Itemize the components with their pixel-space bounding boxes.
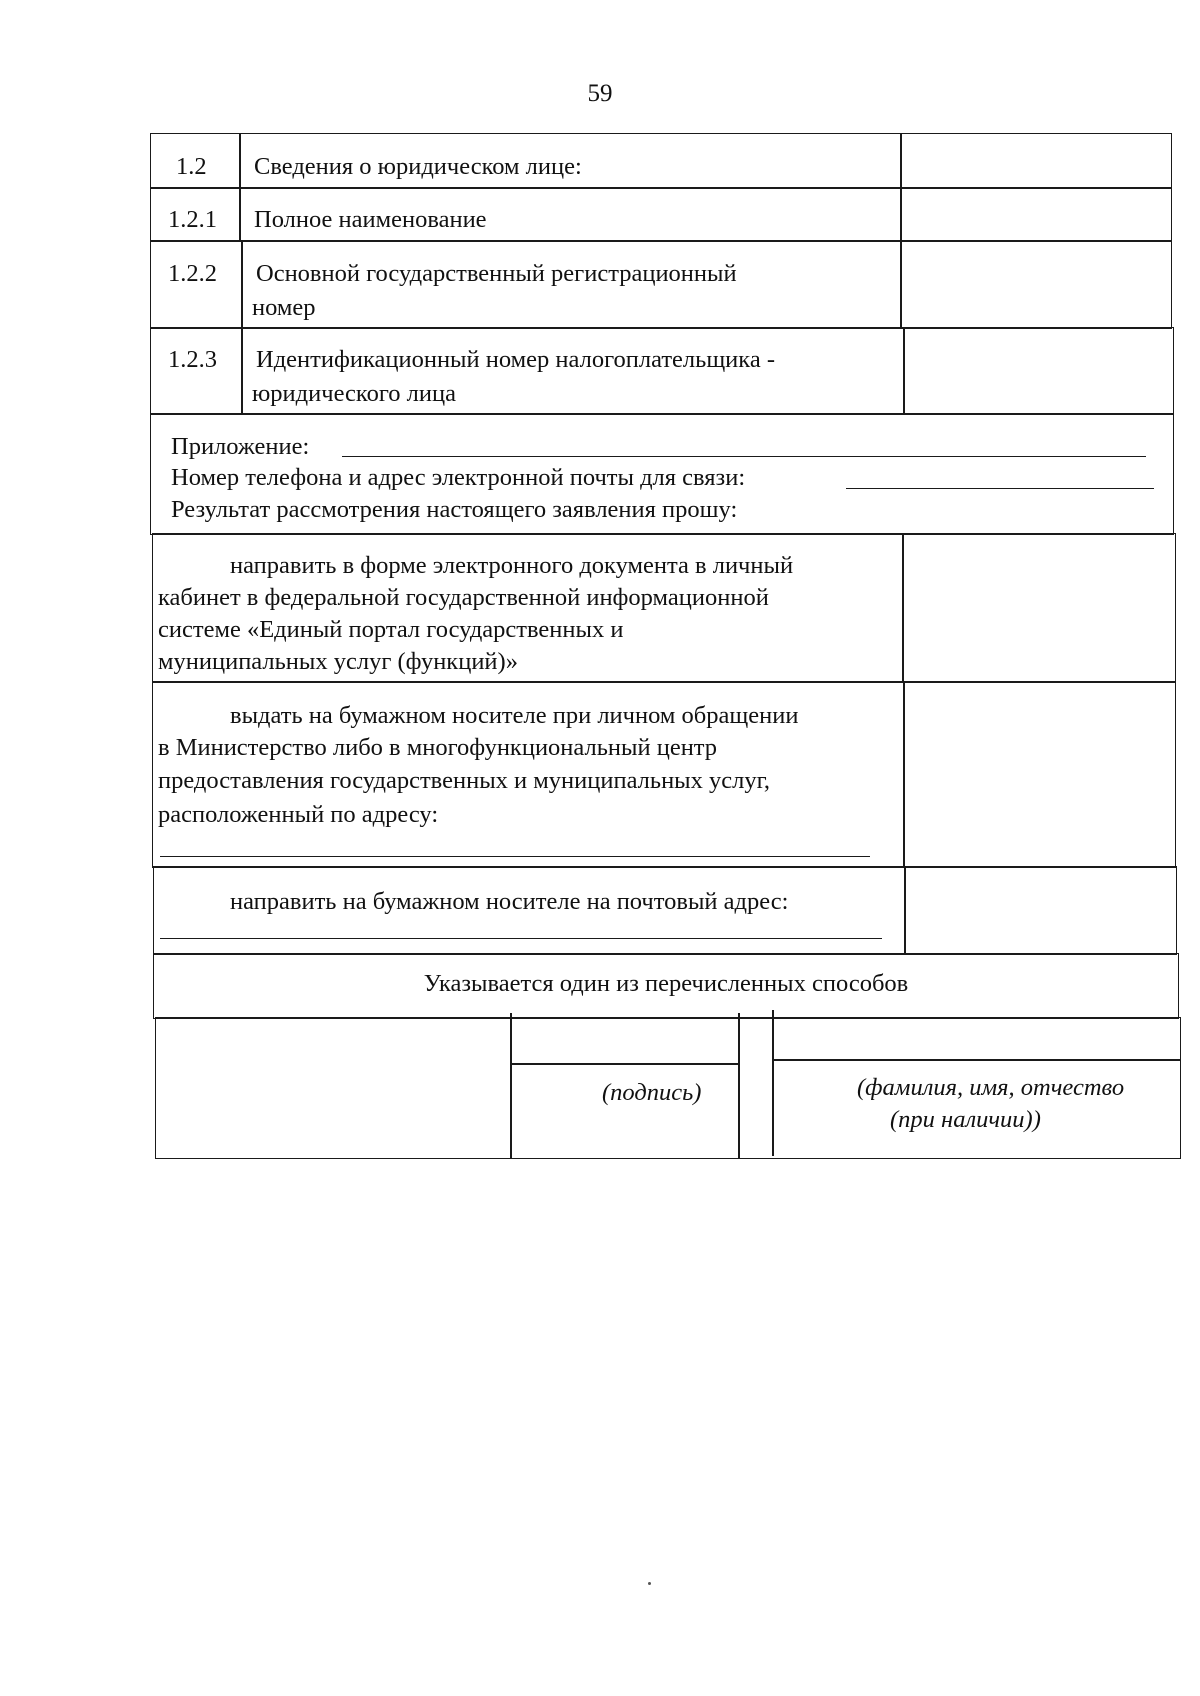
- page-number: 59: [587, 80, 613, 107]
- col-divider-num-lower: [241, 240, 243, 415]
- name-line: [772, 1059, 1181, 1061]
- signature-divider-left: [510, 1013, 512, 1159]
- name-caption-line1: (фамилия, имя, отчество: [857, 1074, 1125, 1101]
- option-postal-address-field[interactable]: [160, 938, 882, 939]
- signature-divider-right: [772, 1010, 774, 1156]
- row-num-1-2: 1.2: [176, 153, 207, 180]
- option-electronic-divider: [902, 533, 904, 683]
- row-label-1-2-3-line1: Идентификационный номер налогоплательщика -: [256, 346, 775, 373]
- col-divider-value: [900, 133, 902, 329]
- contact-label: Номер телефона и адрес электронной почты для связи:: [171, 464, 746, 491]
- option-electronic-checkbox[interactable]: [905, 536, 1173, 680]
- name-field[interactable]: [775, 1012, 1179, 1057]
- option-paper-text-1: выдать на бумажном носителе при личном обращении: [230, 702, 799, 729]
- option-paper-checkbox[interactable]: [906, 684, 1173, 865]
- option-electronic-text-2: кабинет в федеральной государственной информационной: [158, 584, 769, 611]
- row-num-1-2-2: 1.2.2: [168, 260, 217, 287]
- col-divider-num: [239, 133, 241, 242]
- option-electronic-text-4: муниципальных услуг (функций)»: [158, 648, 518, 675]
- row-num-1-2-3: 1.2.3: [168, 346, 217, 373]
- col-divider-value-lower: [903, 327, 905, 415]
- contact-field[interactable]: [846, 488, 1154, 489]
- option-paper-divider: [903, 681, 905, 868]
- signature-line: [510, 1063, 740, 1065]
- name-caption-line2: (при наличии)): [890, 1106, 1041, 1133]
- row-label-1-2-2-line1: Основной государственный регистрационный: [256, 260, 737, 287]
- attachment-label: Приложение:: [171, 433, 310, 460]
- option-paper-text-4: расположенный по адресу:: [158, 801, 439, 828]
- row-label-1-2-3-line2: юридического лица: [252, 380, 456, 407]
- option-postal-text: направить на бумажном носителе на почтовый адрес:: [230, 888, 789, 915]
- row-label-1-2: Сведения о юридическом лице:: [254, 153, 582, 180]
- signature-divider-mid: [738, 1013, 740, 1159]
- signature-caption: (подпись): [602, 1079, 702, 1106]
- row-label-1-2-2-line2: номер: [252, 294, 316, 321]
- row-num-1-2-1: 1.2.1: [168, 206, 217, 233]
- attachment-field[interactable]: [342, 456, 1146, 457]
- option-electronic-text-3: системе «Единый портал государственных и: [158, 616, 624, 643]
- option-postal-divider: [904, 866, 906, 955]
- option-electronic-text-1: направить в форме электронного документа в личный: [230, 552, 794, 579]
- option-paper-text-2: в Министерство либо в многофункциональный центр: [158, 734, 718, 761]
- option-paper-text-3: предоставления государственных и муниципальных услуг,: [158, 767, 771, 794]
- option-paper-address-field[interactable]: [160, 856, 870, 857]
- option-postal-checkbox[interactable]: [907, 869, 1174, 952]
- note-text: Указывается один из перечисленных способов: [423, 970, 909, 997]
- result-label: Результат рассмотрения настоящего заявления прошу:: [171, 496, 738, 523]
- signature-field[interactable]: [513, 1015, 736, 1061]
- scan-speck: [648, 1582, 651, 1585]
- row-label-1-2-1: Полное наименование: [254, 206, 487, 233]
